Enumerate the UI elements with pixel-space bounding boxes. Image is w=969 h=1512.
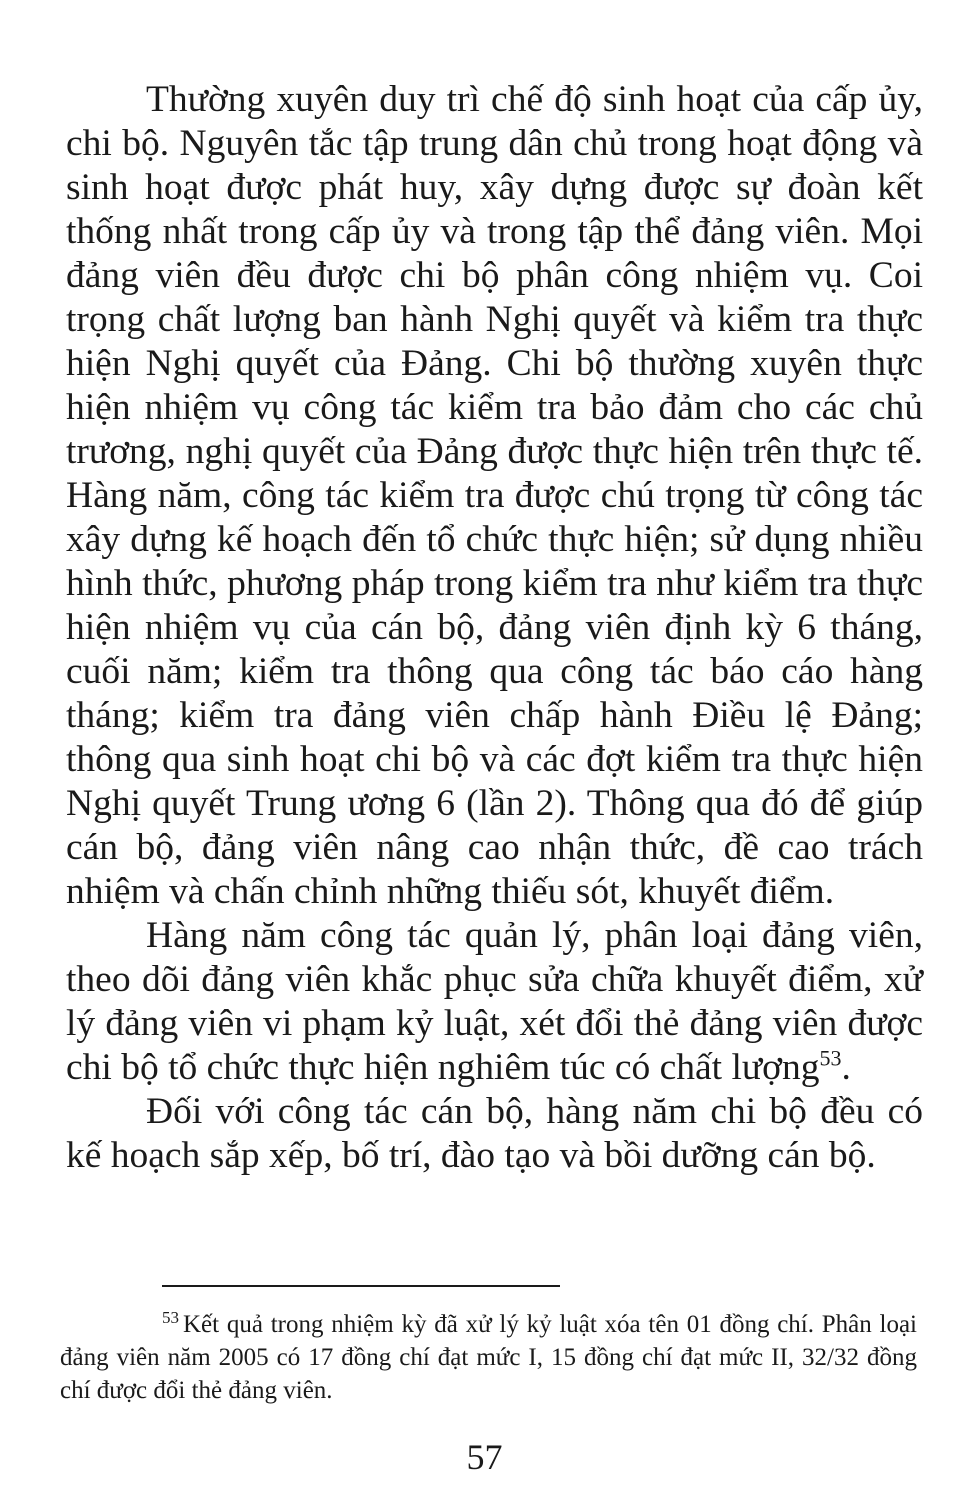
footnote-number: 53 — [162, 1307, 179, 1327]
paragraph-2 — [66, 914, 923, 1090]
paragraph-2-end: . — [841, 1047, 851, 1088]
page-body — [66, 78, 923, 1178]
footnote — [60, 1308, 917, 1407]
footnote-text: Kết quả trong nhiệm kỳ đã xử lý kỷ luật xóa tên 01 đồng chí. Phân loại đảng viên năm 2005 có 17 đồng chí đạt mức I, 15 đồng chí đạt mức II, 32/32 đồng chí được đổi thẻ đảng viên. — [60, 1311, 917, 1404]
footnote-divider — [162, 1285, 560, 1287]
footnote-reference[interactable]: 53 — [819, 1045, 842, 1071]
paragraph-2-text: Hàng năm công tác quản lý, phân loại đảng viên, theo dõi đảng viên khắc phục sửa chữa khuyết điểm, xử lý đảng viên vi phạm kỷ luật, xét đổi thẻ đảng viên được chi bộ tổ chức thực hiện nghiêm túc có chất lượng — [66, 915, 923, 1088]
paragraph-1: Thường xuyên duy trì chế độ sinh hoạt của cấp ủy, chi bộ. Nguyên tắc tập trung dân chủ trong hoạt động và sinh hoạt được phát huy, xây dựng được sự đoàn kết thống nhất trong cấp ủy và trong tập thể đảng viên. Mọi đảng viên đều được chi bộ phân công nhiệm vụ. Coi trọng chất lượng ban hành Nghị quyết và kiểm tra thực hiện Nghị quyết của Đảng. Chi bộ thường xuyên thực hiện nhiệm vụ công tác kiểm tra bảo đảm cho các chủ trương, nghị quyết của Đảng được thực hiện trên thực tế. Hàng năm, công tác kiểm tra được chú trọng từ công tác xây dựng kế hoạch đến tổ chức thực hiện; sử dụng nhiều hình thức, phương pháp trong kiểm tra như kiểm tra thực hiện nhiệm vụ của cán bộ, đảng viên định kỳ 6 tháng, cuối năm; kiểm tra thông qua công tác báo cáo hàng tháng; kiểm tra đảng viên chấp hành Điều lệ Đảng; thông qua sinh hoạt chi bộ và các đợt kiểm tra thực hiện Nghị quyết Trung ương 6 (lần 2). Thông qua đó để giúp cán bộ, đảng viên nâng cao nhận thức, đề cao trách nhiệm và chấn chỉnh những thiếu sót, khuyết điểm. — [66, 79, 923, 912]
page-number: 57 — [466, 1437, 503, 1477]
paragraph-3: Đối với công tác cán bộ, hàng năm chi bộ đều có kế hoạch sắp xếp, bố trí, đào tạo và bồi dưỡng cán bộ. — [66, 1091, 923, 1176]
